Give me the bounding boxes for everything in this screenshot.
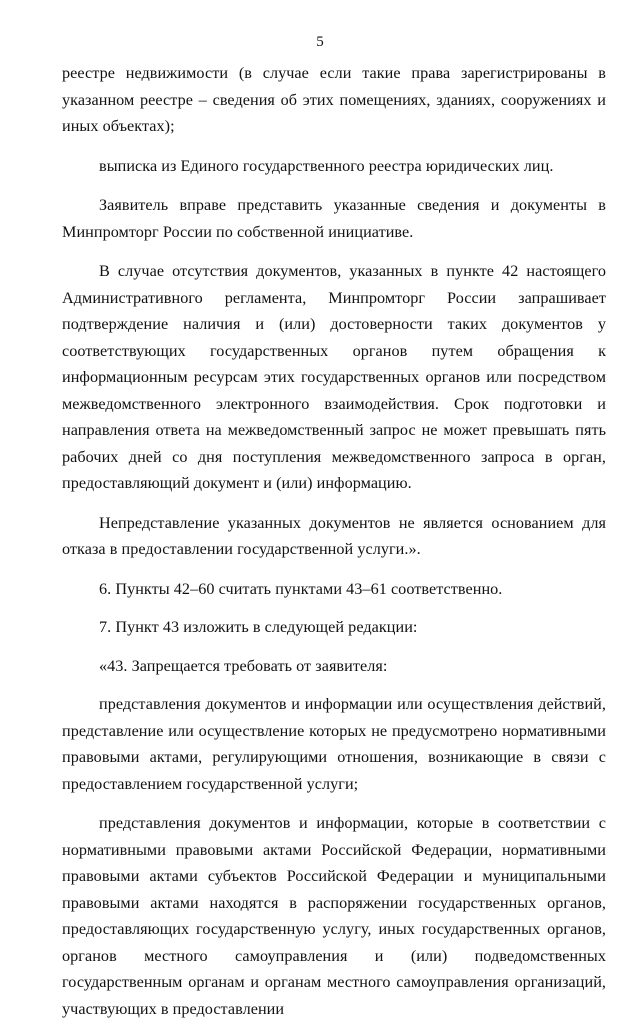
document-body — [62, 60, 606, 1035]
paragraph-1: реестре недвижимости (в случае если такие права зарегистрированы в указанном реестре – сведения об этих помещениях, зданиях, сооружениях и иных объектах); — [62, 64, 606, 135]
page-number: 5 — [316, 34, 324, 50]
paragraph-2: выписка из Единого государственного реестра юридических лиц. — [99, 156, 554, 175]
paragraph-7: 7. Пункт 43 изложить в следующей редакции: — [99, 618, 418, 636]
paragraph-3: Заявитель вправе представить указанные сведения и документы в Минпромторг России по собственной инициативе. — [62, 196, 606, 241]
paragraph-5: Непредставление указанных документов не является основанием для отказа в предоставлении государственной услуги.». — [62, 513, 606, 558]
paragraph-6: 6. Пункты 42–60 считать пунктами 43–61 соответственно. — [99, 579, 503, 598]
paragraph-9: представления документов и информации или осуществления действий, представление или осуществление которых не предусмотрено нормативными правовыми актами, регулирующими отношения, возникающие в связи с предоставлением государственной услуги; — [62, 695, 606, 793]
paragraph-10: представления документов и информации, которые в соответствии с нормативными правовыми актами Российской Федерации, нормативными правовыми актами субъектов Российской Федерации и муниципальными правовыми актами находятся в распоряжении государственных органов, предоставляющих государственную услугу, иных государственных органов, органов местного самоуправления и (или) подведомственных государственным органам и органам местного самоуправления организаций, участвующих в предоставлении — [62, 814, 606, 1018]
paragraph-4: В случае отсутствия документов, указанных в пункте 42 настоящего Административного регламента, Минпромторг России запрашивает подтверждение наличия и (или) достоверности таких документов у соответствующих государственных органов путем обращения к информационным ресурсам этих государственных органов или посредством межведомственного электронного взаимодействия. Срок подготовки и направления ответа на межведомственный запрос не может превышать пять рабочих дней со дня поступления межведомственного запроса в орган, предоставляющий документ и (или) информацию. — [62, 262, 606, 492]
paragraph-8: «43. Запрещается требовать от заявителя: — [99, 656, 388, 675]
